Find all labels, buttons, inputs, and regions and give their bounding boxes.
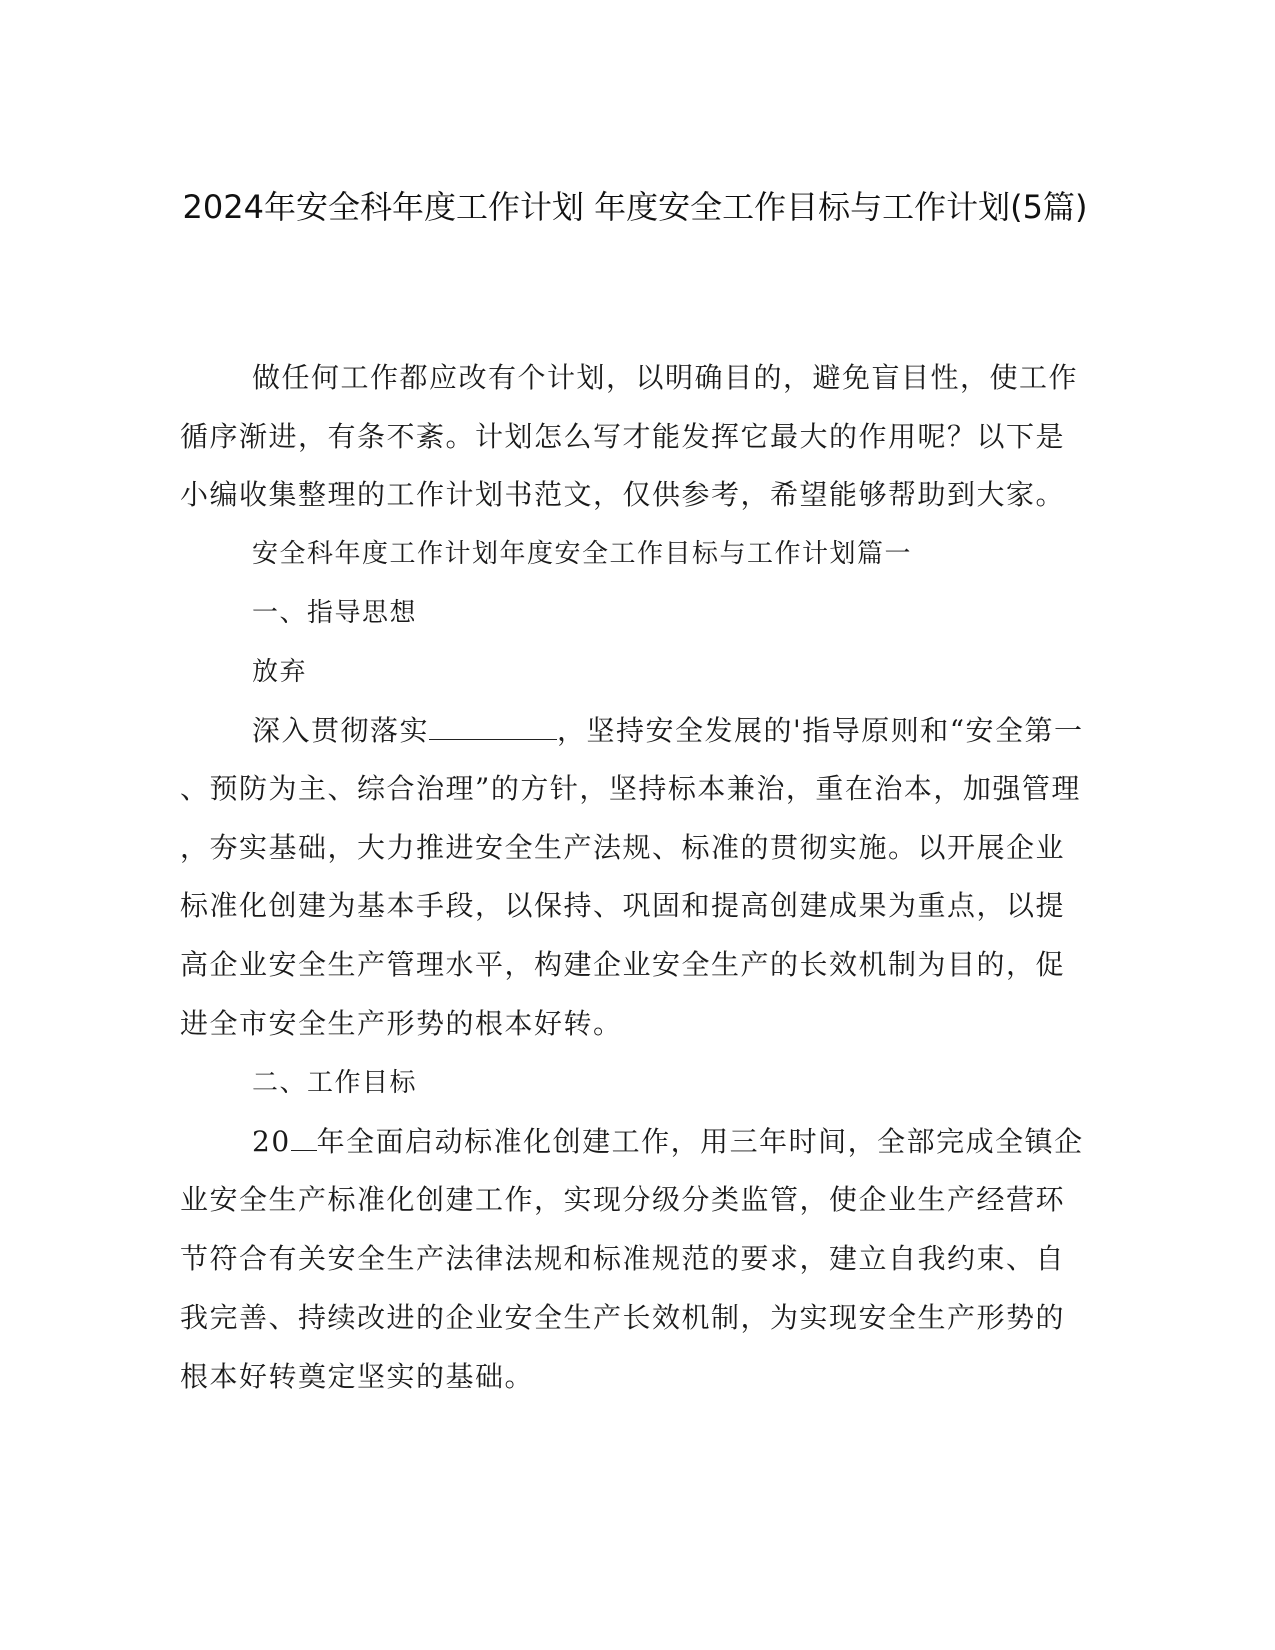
heading-work-goals: 二、工作目标 xyxy=(252,1068,418,1098)
goals-line-2: 业安全生产标准化创建工作，实现分级分类监管，使企业生产经营环 xyxy=(180,1183,1066,1216)
goals-line-1 xyxy=(252,1124,1084,1160)
goals-line-1-start: 20 xyxy=(252,1125,291,1158)
guiding-line-1-end: ，坚持安全发展的'指导原则和“安全第一 xyxy=(557,714,1084,747)
guiding-line-1 xyxy=(252,713,1084,749)
document-title: 2024年安全科年度工作计划 年度安全工作目标与工作计划(5篇) xyxy=(182,188,1088,226)
goals-line-1-end: 年全面启动标准化创建工作，用三年时间，全部完成全镇企 xyxy=(316,1125,1084,1158)
guiding-line-3: ，夯实基础，大力推进安全生产法规、标准的贯彻实施。以开展企业 xyxy=(180,831,1066,864)
guiding-line-1-start: 深入贯彻落实 xyxy=(252,714,430,747)
fill-blank xyxy=(429,715,557,740)
goals-line-4: 我完善、持续改进的企业安全生产长效机制，为实现安全生产形势的 xyxy=(180,1301,1066,1334)
intro-line-3: 小编收集整理的工作计划书范文，仅供参考，希望能够帮助到大家。 xyxy=(180,478,1066,511)
guiding-line-6: 进全市安全生产形势的根本好转。 xyxy=(180,1007,623,1040)
year-blank xyxy=(291,1126,317,1151)
guiding-line-5: 高企业安全生产管理水平，构建企业安全生产的长效机制为目的，促 xyxy=(180,948,1066,981)
heading-guiding-thought: 一、指导思想 xyxy=(252,598,418,628)
section-heading: 安全科年度工作计划年度安全工作目标与工作计划篇一 xyxy=(252,539,913,569)
intro-line-1: 做任何工作都应改有个计划，以明确目的，避免盲目性，使工作 xyxy=(252,361,1079,394)
intro-line-2: 循序渐进，有条不紊。计划怎么写才能发挥它最大的作用呢？以下是 xyxy=(180,420,1066,453)
guiding-line-4: 标准化创建为基本手段，以保持、巩固和提高创建成果为重点，以提 xyxy=(180,889,1066,922)
goals-line-5: 根本好转奠定坚实的基础。 xyxy=(180,1360,535,1393)
note-text: 放弃 xyxy=(252,657,308,687)
guiding-line-2: 、预防为主、综合治理”的方针，坚持标本兼治，重在治本，加强管理 xyxy=(180,772,1081,805)
goals-line-3: 节符合有关安全生产法律法规和标准规范的要求，建立自我约束、自 xyxy=(180,1242,1066,1275)
